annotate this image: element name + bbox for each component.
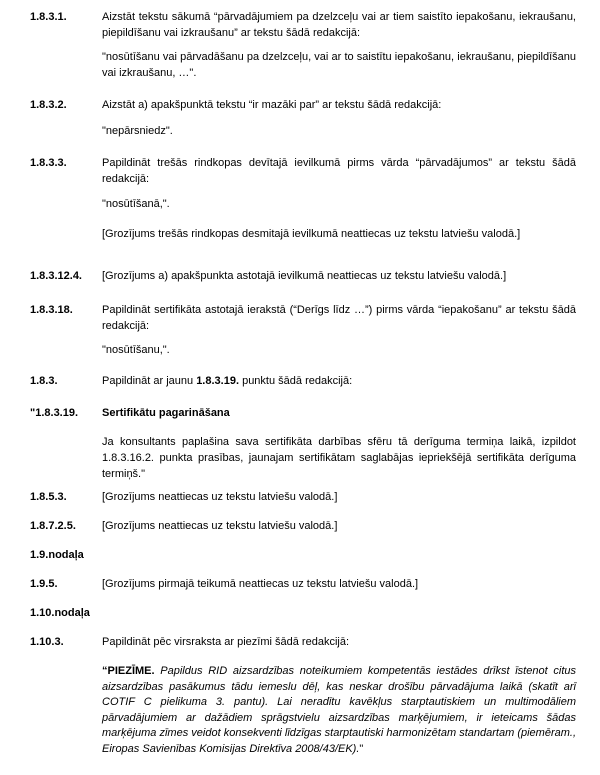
section-number: 1.9.5. [30, 578, 58, 590]
note-end: " [359, 742, 364, 755]
note-text: Papildus RID aizsardzības noteikumiem kompetentās iestādes drīkst īstenot citus aizsardzības pasākumus tādu iemeslu dēļ, kas neskar drošību pārvadājuma laikā (skatīt arī COTIF C pielikuma 3. pantu). Lai neradītu kavēkļus starptautiskiem un multimodāliem pārvadājumiem ar dažādiem sprāgstvielu aizsardzības marķējumiem, ir ieteicams šādas marķējuma zīmes veidot konsekventi līdzīgas starptautiski harmonizētam standartam (piemēram., Eiropas Savienības Komisijas Direktīva 2008/43/EK). [102, 665, 576, 755]
instruction-text: Aizstāt a) apakšpunktā tekstu “ir mazāki par” ar tekstu šādā redakcijā: [102, 99, 442, 111]
instruction-text-part: punktu šādā redakcijā: [239, 375, 353, 387]
section-number: 1.8.7.2.5. [30, 520, 76, 532]
chapter-heading: 1.9.nodaļa [30, 549, 84, 561]
quoted-text: "nosūtīšanu vai pārvadāšanu pa dzelzceļu, vai ar to saistītu iepakošanu, iekraušanu, piepildīšanu vai izkraušanu, …". [102, 51, 576, 79]
section-number: 1.10.3. [30, 636, 64, 648]
instruction-text: [Grozījums pirmajā teikumā neattiecas uz tekstu latviešu valodā.] [102, 578, 419, 590]
section-number: 1.8.3.1. [30, 11, 67, 23]
note-label: “PIEZĪME. [102, 665, 155, 677]
instruction-text: [Grozījums neattiecas uz tekstu latviešu valodā.] [102, 520, 338, 532]
quoted-text: "nosūtīšanu,". [102, 344, 170, 356]
instruction-text-part: Papildināt ar jaunu [102, 375, 197, 387]
instruction-text: Papildināt sertifikāta astotajā ierakstā (“Derīgs līdz …”) pirms vārda “iepakošanu” ar tekstu šādā redakcijā: [102, 304, 576, 332]
quoted-text: "nosūtīšanā,". [102, 198, 170, 210]
instruction-text: Papildināt pēc virsraksta ar piezīmi šādā redakcijā: [102, 636, 350, 648]
section-heading: Sertifikātu pagarināšana [102, 407, 230, 419]
chapter-heading: 1.10.nodaļa [30, 607, 90, 619]
instruction-text: Aizstāt tekstu sākumā “pārvadājumiem pa dzelzceļu vai ar tiem saistīto iepakošanu, iekraušanu, piepildīšanu vai izkraušanu” ar tekstu šādā redakcijā: [102, 11, 576, 39]
instruction-text: Papildināt trešās rindkopas devītajā ievilkumā pirms vārda “pārvadājumos” ar tekstu šādā redakcijā: [102, 157, 576, 185]
instruction-point-ref: 1.8.3.19. [196, 375, 240, 387]
instruction-text: [Grozījums neattiecas uz tekstu latviešu valodā.] [102, 491, 338, 503]
section-number: 1.8.3.18. [30, 304, 73, 316]
quoted-text: "nepārsniedz". [102, 125, 173, 137]
section-number: 1.8.3. [30, 375, 58, 387]
section-number: 1.8.3.12.4. [30, 270, 82, 282]
note-block [102, 664, 576, 757]
amendment-note: [Grozījums trešās rindkopas desmitajā ievilkumā neattiecas uz tekstu latviešu valodā.] [102, 228, 521, 240]
body-text: Ja konsultants paplašina sava sertifikāta darbības sfēru tā derīguma termiņa laikā, izpildot 1.8.3.16.2. punkta prasības, jaunajam sertifikātam saglabājas iepriekšējā sertifikāta derīguma termiņš." [102, 436, 576, 480]
section-number: 1.8.5.3. [30, 491, 67, 503]
instruction-text: [Grozījums a) apakšpunkta astotajā ievilkumā neattiecas uz tekstu latviešu valodā.] [102, 270, 507, 282]
section-number: "1.8.3.19. [30, 407, 79, 419]
section-number: 1.8.3.3. [30, 157, 67, 169]
section-number: 1.8.3.2. [30, 99, 67, 111]
instruction-text [102, 373, 576, 389]
